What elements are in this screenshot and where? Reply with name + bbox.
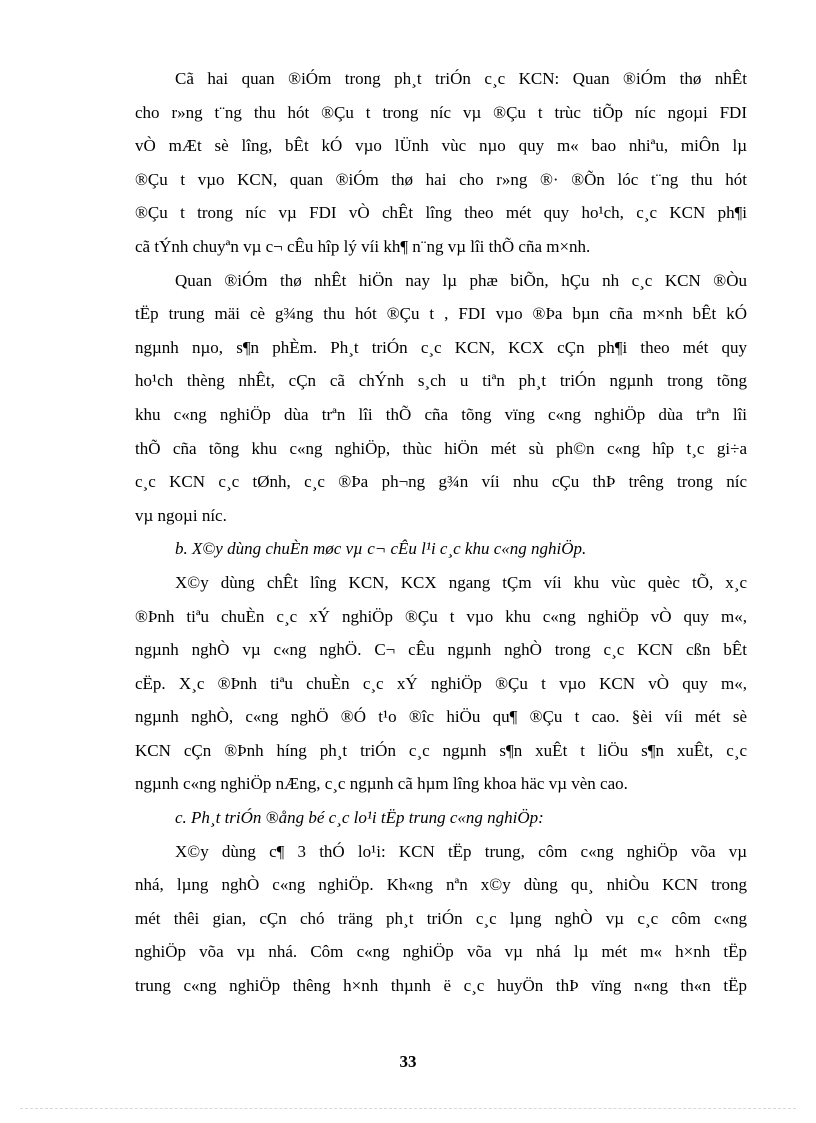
text-line: cËp. X¸c ®Þnh tiªu chuÈn c¸c xÝ nghiÖp ®Çu t vµo KCN vÒ quy m«, <box>135 673 747 693</box>
text-line: X©y dùng chÊt lîng KCN, KCX ngang tÇm víi khu vùc quèc tÕ, x¸c <box>175 572 747 592</box>
section-heading: c. Ph¸t triÓn ®ång bé c¸c lo¹i tËp trung c«ng nghiÖp: <box>175 808 544 828</box>
text-line: KCN cÇn ®Þnh híng ph¸t triÓn c¸c ngµnh s¶n xuÊt t liÖu s¶n xuÊt, c¸c <box>135 740 747 760</box>
page-number: 33 <box>399 1052 417 1071</box>
text-line: ®Þnh tiªu chuÈn c¸c xÝ nghiÖp ®Çu t vµo khu c«ng nghiÖp vÒ quy m«, <box>135 606 747 626</box>
text-line: c¸c KCN c¸c tØnh, c¸c ®Þa ph¬ng g¾n víi nhu cÇu thÞ trêng trong níc <box>135 472 747 492</box>
text-line: ngµnh nghÒ, c«ng nghÖ ®Ó t¹o ®îc hiÖu qu¶ ®Çu t cao. §èi víi mét sè <box>135 707 747 727</box>
text-line: mét thêi gian, cÇn chó träng ph¸t triÓn c¸c lµng nghÒ vµ c¸c côm c«ng <box>135 908 747 928</box>
text-line: trung c«ng nghiÖp thêng h×nh thµnh ë c¸c huyÖn thÞ vïng n«ng th«n tËp <box>135 976 747 996</box>
section-heading: b. X©y dùng chuÈn møc vµ c¬ cÊu l¹i c¸c khu c«ng nghiÖp. <box>175 539 587 559</box>
text-line: ngµnh nµo, s¶n phÈm. Ph¸t triÓn c¸c KCN, KCX cÇn ph¶i theo mét quy <box>135 337 747 357</box>
page-bottom-divider <box>20 1108 796 1109</box>
text-line: cho r»ng t¨ng thu hót ®Çu t trong níc vµ ®Çu t trùc tiÕp níc ngoµi FDI <box>135 102 747 122</box>
text-line: vµ ngoµi níc. <box>135 505 227 525</box>
text-line: Quan ®iÓm thø nhÊt hiÖn nay lµ phæ biÕn, hÇu nh c¸c KCN ®Òu <box>175 270 747 290</box>
text-line: nhá, lµng nghÒ c«ng nghiÖp. Kh«ng nªn x©y dùng qu¸ nhiÒu KCN trong <box>135 875 747 895</box>
text-line: thÕ cña tõng khu c«ng nghiÖp, thùc hiÖn mét sù ph©n c«ng hîp t¸c gi÷a <box>135 438 747 458</box>
text-line: ®Çu t vµo KCN, quan ®iÓm thø hai cho r»ng ®· ®Õn lóc t¨ng thu hót <box>135 169 747 189</box>
text-line: cã tÝnh chuyªn vµ c¬ cÊu hîp lý víi kh¶ n¨ng vµ lîi thÕ cña m×nh. <box>135 236 591 256</box>
text-line: vÒ mÆt sè lîng, bÊt kÓ vµo lÜnh vùc nµo quy m« bao nhiªu, miÔn lµ <box>135 136 747 156</box>
text-line: ho¹ch thèng nhÊt, cÇn cã chÝnh s¸ch u tiªn ph¸t triÓn ngµnh trong tõng <box>135 371 747 391</box>
text-line: X©y dùng c¶ 3 thÓ lo¹i: KCN tËp trung, côm c«ng nghiÖp võa vµ <box>175 841 747 861</box>
text-line: ngµnh c«ng nghiÖp nÆng, c¸c ngµnh cã hµm lîng khoa häc vµ vèn cao. <box>135 774 628 794</box>
text-line: ®Çu t trong níc vµ FDI vÒ chÊt lîng theo mét quy ho¹ch, c¸c KCN ph¶i <box>135 203 747 223</box>
text-line: khu c«ng nghiÖp dùa trªn lîi thÕ cña tõng vïng c«ng nghiÖp dùa trªn lîi <box>135 404 747 424</box>
body-text <box>135 62 747 1003</box>
text-line: nghiÖp võa vµ nhá. Côm c«ng nghiÖp võa vµ nhá lµ mét m« h×nh tËp <box>135 942 747 962</box>
text-line: ngµnh nghÒ vµ c«ng nghÖ. C¬ cÊu ngµnh nghÒ trong c¸c KCN cßn bÊt <box>135 640 747 660</box>
text-line: tËp trung mäi cè g¾ng thu hót ®Çu t , FDI vµo ®Þa bµn cña m×nh bÊt kÓ <box>135 304 747 324</box>
text-line: Cã hai quan ®iÓm trong ph¸t triÓn c¸c KCN: Quan ®iÓm thø nhÊt <box>175 69 747 88</box>
